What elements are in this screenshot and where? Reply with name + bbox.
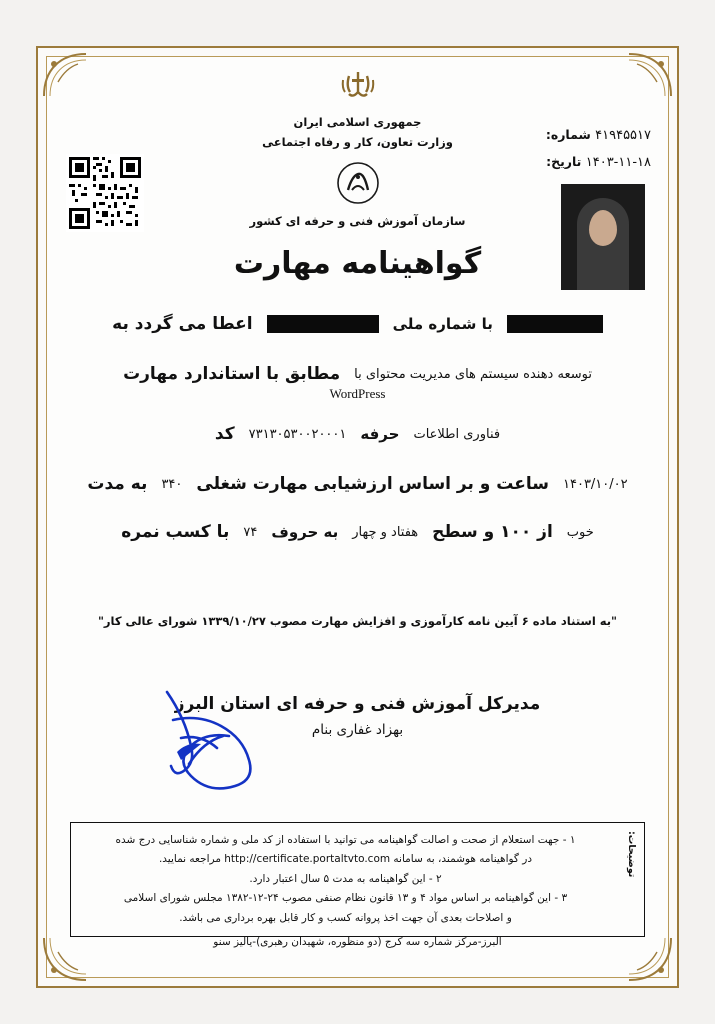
standard-row (56, 364, 659, 384)
field-value: فناوری اطلاعات (413, 426, 501, 442)
header-organization: سازمان آموزش فنی و حرفه ای کشور (249, 214, 466, 228)
allah-calligraphy-icon (335, 160, 381, 206)
awarded-name-redacted (267, 315, 379, 333)
score-value: ۷۴ (243, 524, 258, 540)
score-words-value: هفتاد و چهار (352, 524, 419, 540)
note-line: ۳ - این گواهینامه بر اساس مواد ۴ و ۱۳ قانون نظام صنفی مصوب ۲۴-۱۲-۱۳۸۲ مجلس شورای اسلامی (123, 892, 568, 905)
signatory-title: مدیرکل آموزش فنی و حرفه ای استان البرز (174, 694, 541, 714)
signature-block (56, 694, 659, 738)
field-label: حرفه (360, 425, 400, 443)
photo-face (589, 210, 617, 246)
notes-label: توضیحات: (626, 831, 637, 878)
note-line: ۲ - این گواهینامه به مدت ۵ سال اعتبار دارد. (249, 872, 442, 885)
date-row (546, 149, 651, 176)
score-row (56, 522, 659, 542)
level-value: خوب (566, 524, 594, 540)
assessment-date: ۱۴۰۳/۱۰/۰۲ (563, 476, 628, 492)
serial-label: شماره: (545, 127, 591, 142)
code-label: کد (214, 424, 235, 444)
page-title: گواهینامه مهارت (233, 246, 482, 281)
out-of-label: از ۱۰۰ و سطح (432, 522, 553, 542)
legal-reference: "به استناد ماده ۶ آیین نامه کارآموزی و افزایش مهارت مصوب ۱۳۳۹/۱۰/۲۷ شورای عالی کار" (97, 614, 618, 628)
standard-value: توسعه دهنده سیستم های مدیریت محتوای با (354, 366, 592, 382)
header-country: جمهوری اسلامی ایران (293, 115, 422, 129)
code-row (56, 424, 659, 444)
hours-label: به مدت (87, 474, 148, 494)
awarded-row (56, 314, 659, 334)
hours-basis-label: ساعت و بر اساس ارزشیابی مهارت شغلی (196, 474, 549, 494)
national-id-redacted (507, 315, 603, 333)
standard-value-en: WordPress (329, 386, 386, 401)
note-line: ۱ - جهت استعلام از صحت و اصالت گواهینامه می توانید با استفاده از کد ملی و شماره شناسایی درج شده (115, 834, 576, 846)
date-label: تاریخ: (546, 154, 582, 169)
iran-emblem-icon (336, 70, 380, 110)
national-id-label: با شماره ملی (392, 315, 493, 333)
awarded-label: اعطا می گردد به (112, 314, 253, 334)
serial-row (546, 122, 651, 149)
code-value: ۷۳۱۳۰۵۳۰۰۲۰۰۰۱ (248, 426, 347, 442)
hours-row (56, 474, 659, 494)
certificate-meta (546, 122, 651, 176)
score-label: با کسب نمره (121, 522, 230, 542)
issuing-center: البرز-مرکز شماره سه کرج (دو منظوره، شهیدان رهبری)-یالیز سنو (213, 936, 502, 948)
header-ministry: وزارت تعاون، کار و رفاه اجتماعی (262, 135, 453, 150)
standard-label: مطابق با استاندارد مهارت (123, 364, 341, 384)
hours-value: ۳۴۰ (161, 476, 183, 492)
note-line: و اصلاحات بعدی آن جهت اخذ پروانه کسب و کار قابل بهره برداری می باشد. (179, 911, 512, 924)
serial-value: ۴۱۹۴۵۵۱۷ (595, 128, 651, 143)
score-words-label: به حروف (271, 523, 339, 541)
notes-box (70, 822, 645, 937)
note-line: در گواهینامه هوشمند، به سامانه http://certificate.portaltvto.com مراجعه نمایید. (158, 853, 533, 866)
certificate-content (56, 64, 659, 968)
date-value: ۱۴۰۳-۱۱-۱۸ (585, 155, 651, 170)
qr-code[interactable] (66, 154, 144, 232)
signatory-name: بهزاد غفاری بنام (311, 722, 404, 738)
